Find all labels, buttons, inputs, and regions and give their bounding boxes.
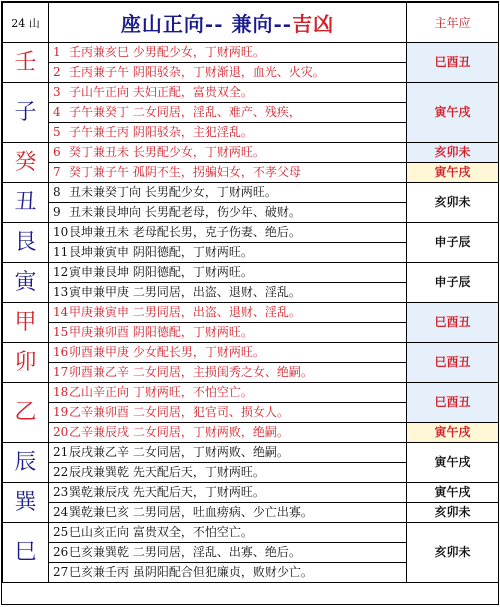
year-response: 亥卯未 (434, 505, 471, 519)
line-number: 17 (53, 365, 69, 379)
combo-line (49, 83, 406, 103)
mountain-row (3, 183, 499, 223)
combo-line (49, 463, 406, 482)
combo-lines (49, 183, 407, 223)
line-number: 9 (53, 205, 61, 219)
combo-line (49, 543, 406, 563)
line-number: 27 (53, 565, 69, 579)
header-24-mountains: 24 山 (3, 3, 49, 43)
line-number: 25 (53, 525, 69, 539)
line-number: 6 (53, 145, 61, 159)
combo-lines (49, 223, 407, 263)
mountain-row (3, 143, 499, 183)
mountain-row (3, 83, 499, 143)
line-number: 5 (53, 125, 61, 139)
title-part-3: 吉凶 (292, 12, 335, 36)
line-text: 壬丙兼子午 阴阳驳杂，丁财渐退，血光、火灾。 (69, 65, 325, 79)
year-response: 申子辰 (434, 235, 471, 249)
year-response: 巳酉丑 (407, 303, 498, 342)
year-response: 亥卯未 (407, 143, 498, 163)
year-response-cell (407, 343, 499, 383)
year-response: 亥卯未 (434, 545, 471, 559)
mountain-label: 巽 (3, 483, 49, 523)
mountain-row (3, 43, 499, 83)
line-text: 艮坤兼丑未 老母配长男，克子伤妻、绝后。 (69, 225, 301, 239)
mountain-row (3, 383, 499, 443)
mountain-row (3, 343, 499, 383)
line-number: 2 (53, 65, 61, 79)
mountain-label: 卯 (3, 343, 49, 383)
line-text: 甲庚兼寅申 二男同居，出盗、退财、淫乱。 (69, 305, 301, 319)
combo-line (49, 323, 406, 342)
mountain-row (3, 483, 499, 523)
mountain-label: 癸 (3, 143, 49, 183)
year-response-cell (407, 43, 499, 83)
line-text: 癸丁兼丑未 长男配少女，丁财两旺。 (69, 145, 265, 159)
combo-line (49, 263, 406, 283)
line-text: 巳山亥正向 富贵双全，不怕空亡。 (69, 525, 253, 539)
combo-line (49, 343, 406, 363)
year-response: 寅午戌 (434, 455, 471, 469)
mountain-label: 丑 (3, 183, 49, 223)
title-part-2: 兼向-- (223, 12, 293, 36)
mountains-table (2, 2, 499, 583)
line-number: 19 (53, 405, 69, 419)
line-text: 甲庚兼卯酉 阴阳德配，丁财两旺。 (69, 325, 253, 339)
line-text: 巽乾兼巳亥 二男同居，吐血痨病、少亡出寡。 (69, 505, 313, 519)
line-number: 13 (53, 285, 69, 299)
line-text: 丑未兼癸丁向 长男配少女，丁财两旺。 (69, 185, 277, 199)
line-text: 乙山辛正向 丁财两旺，不怕空亡。 (69, 385, 253, 399)
line-text: 丑未兼艮坤向 长男配老母，伤少年、破财。 (69, 205, 301, 219)
title-part-1: 座山正向-- (120, 12, 224, 36)
line-number: 3 (53, 85, 61, 99)
mountain-label: 子 (3, 83, 49, 143)
line-number: 24 (53, 505, 69, 519)
combo-lines (49, 143, 407, 183)
line-text: 卯酉兼甲庚 少女配长男，丁财两旺。 (69, 345, 265, 359)
mountain-label: 壬 (3, 43, 49, 83)
mountain-label: 巳 (3, 523, 49, 583)
year-response: 寅午戌 (407, 423, 498, 442)
year-response-cell (407, 303, 499, 343)
combo-line (49, 103, 406, 123)
year-response-cell (407, 223, 499, 263)
year-response: 巳酉丑 (407, 43, 498, 82)
line-number: 21 (53, 445, 69, 459)
combo-line (49, 63, 406, 82)
line-number: 12 (53, 265, 69, 279)
line-number: 4 (53, 105, 61, 119)
combo-line (49, 283, 406, 302)
combo-line (49, 443, 406, 463)
mountain-row (3, 523, 499, 583)
combo-line (49, 503, 406, 522)
year-response: 亥卯未 (434, 195, 471, 209)
mountain-label: 艮 (3, 223, 49, 263)
line-number: 1 (53, 45, 61, 59)
line-text: 乙辛兼辰戌 二女同居，丁财两败，绝嗣。 (69, 425, 289, 439)
line-text: 艮坤兼寅申 阴阳德配，丁财两旺。 (69, 245, 253, 259)
year-response: 巳酉丑 (407, 343, 498, 382)
combo-line (49, 383, 406, 403)
combo-line (49, 183, 406, 203)
line-text: 癸丁兼子午 孤阴不生，拐骗妇女，不孝父母 (69, 165, 301, 179)
line-number: 8 (53, 185, 61, 199)
line-text: 乙辛兼卯酉 二女同居，犯官司、损女人。 (69, 405, 289, 419)
combo-lines (49, 303, 407, 343)
combo-lines (49, 343, 407, 383)
line-text: 辰戌兼乙辛 二女同居，丁财两败、绝嗣。 (69, 445, 289, 459)
combo-lines (49, 483, 407, 523)
combo-lines (49, 43, 407, 83)
year-response: 申子辰 (434, 275, 471, 289)
mountain-label: 乙 (3, 383, 49, 443)
line-text: 寅申兼艮坤 阴阳德配，丁财两旺。 (69, 265, 253, 279)
line-number: 11 (53, 245, 69, 259)
combo-line (49, 403, 406, 423)
line-text: 寅申兼甲庚 二男同居，出盗、退财、淫乱。 (69, 285, 301, 299)
combo-line (49, 303, 406, 323)
combo-line (49, 123, 406, 142)
combo-line (49, 363, 406, 382)
line-text: 卯酉兼乙辛 二女同居，主损闺秀之女、绝嗣。 (69, 365, 313, 379)
line-number: 22 (53, 465, 69, 479)
combo-line (49, 423, 406, 442)
page-title (49, 3, 407, 43)
combo-lines (49, 523, 407, 583)
year-response-cell (407, 483, 499, 523)
line-number: 15 (53, 325, 69, 339)
header-main-year: 主年应 (407, 3, 499, 43)
line-text: 巳亥兼巽乾 二男同居，淫乱、出寡、绝后。 (69, 545, 301, 559)
combo-line (49, 243, 406, 262)
combo-lines (49, 383, 407, 443)
year-response-cell (407, 83, 499, 143)
feng-shui-table (1, 1, 499, 605)
year-response-cell (407, 523, 499, 583)
line-number: 18 (53, 385, 69, 399)
line-number: 20 (53, 425, 69, 439)
combo-line (49, 483, 406, 503)
line-text: 子午兼壬丙 阴阳驳杂，主犯淫乱。 (69, 125, 253, 139)
combo-line (49, 143, 406, 163)
year-response: 巳酉丑 (407, 383, 498, 423)
line-text: 子山午正向 夫妇正配，富贵双全。 (69, 85, 253, 99)
line-number: 23 (53, 485, 69, 499)
mountain-row (3, 263, 499, 303)
mountain-label: 甲 (3, 303, 49, 343)
line-number: 26 (53, 545, 69, 559)
year-response-cell (407, 443, 499, 483)
year-response-cell (407, 263, 499, 303)
combo-line (49, 163, 406, 182)
year-response: 寅午戌 (407, 483, 498, 503)
line-text: 子午兼癸丁 二女同居，淫乱、难产、残疾， (69, 105, 301, 119)
year-response: 寅午戌 (407, 163, 498, 182)
mountain-label: 寅 (3, 263, 49, 303)
year-response-cell (407, 183, 499, 223)
year-response-cell (407, 143, 499, 183)
combo-line (49, 43, 406, 63)
line-number: 10 (53, 225, 69, 239)
year-response-cell (407, 383, 499, 443)
line-number: 7 (53, 165, 61, 179)
combo-line (49, 523, 406, 543)
combo-lines (49, 263, 407, 303)
line-text: 壬丙兼亥巳 少男配少女，丁财两旺。 (69, 45, 265, 59)
line-text: 巽乾兼辰戌 先天配后天，丁财两旺。 (69, 485, 265, 499)
mountain-row (3, 443, 499, 483)
header-row (3, 3, 499, 43)
combo-lines (49, 443, 407, 483)
line-text: 巳亥兼壬丙 虽阴阳配合但犯廉贞，败财少亡。 (69, 565, 313, 579)
line-number: 14 (53, 305, 69, 319)
mountain-row (3, 303, 499, 343)
combo-lines (49, 83, 407, 143)
combo-line (49, 563, 406, 582)
year-response: 寅午戌 (407, 83, 498, 142)
combo-line (49, 223, 406, 243)
line-text: 辰戌兼巽乾 先天配后天，丁财两旺。 (69, 465, 265, 479)
line-number: 16 (53, 345, 69, 359)
combo-line (49, 203, 406, 222)
mountain-label: 辰 (3, 443, 49, 483)
mountain-row (3, 223, 499, 263)
